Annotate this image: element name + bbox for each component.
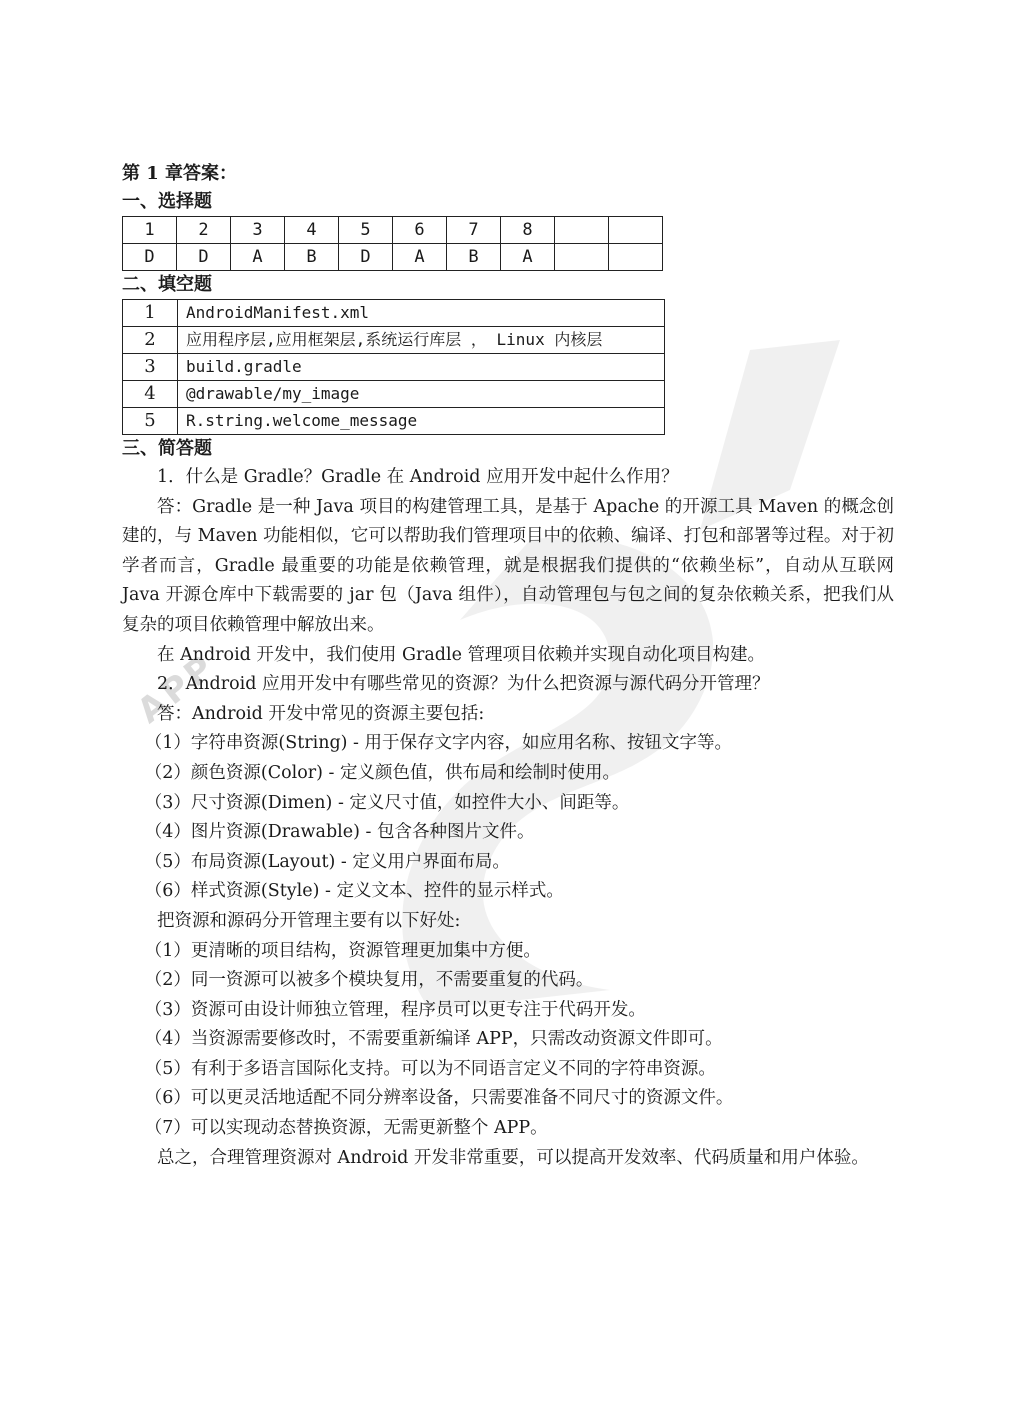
choice-answer-table bbox=[122, 216, 663, 271]
fill-number: 3 bbox=[123, 354, 178, 381]
fill-answer-table bbox=[122, 299, 665, 435]
short-answer-section-title: 三、简答题 bbox=[122, 438, 212, 459]
table-row bbox=[123, 300, 665, 327]
choice-answer bbox=[609, 244, 663, 271]
choice-number: 7 bbox=[447, 217, 501, 244]
choice-number: 2 bbox=[177, 217, 231, 244]
fill-answer: R.string.welcome_message bbox=[178, 408, 665, 435]
list-item: （1）更清晰的项目结构，资源管理更加集中方便。 bbox=[144, 940, 541, 961]
choice-answer: A bbox=[393, 244, 447, 271]
choice-answer bbox=[555, 244, 609, 271]
choice-answer: D bbox=[123, 244, 177, 271]
choice-section-title: 一、选择题 bbox=[122, 191, 212, 212]
fill-number: 1 bbox=[123, 300, 178, 327]
list-item: （2）颜色资源(Color) - 定义颜色值，供布局和绘制时使用。 bbox=[144, 762, 620, 783]
fill-number: 4 bbox=[123, 381, 178, 408]
fill-answer: AndroidManifest.xml bbox=[178, 300, 665, 327]
choice-answer: B bbox=[447, 244, 501, 271]
fill-answer: @drawable/my_image bbox=[178, 381, 665, 408]
table-row bbox=[123, 408, 665, 435]
choice-number-row bbox=[123, 217, 663, 244]
fill-number: 2 bbox=[123, 327, 178, 354]
list-item: （6）样式资源(Style) - 定义文本、控件的显示样式。 bbox=[144, 881, 564, 902]
choice-number: 1 bbox=[123, 217, 177, 244]
table-row bbox=[123, 327, 665, 354]
fill-answer: 应用程序层,应用框架层,系统运行库层 ， Linux 内核层 bbox=[178, 327, 665, 354]
list-item: （5）布局资源(Layout) - 定义用户界面布局。 bbox=[144, 851, 510, 872]
answer-document bbox=[122, 160, 894, 1173]
choice-answer: A bbox=[501, 244, 555, 271]
conclusion-paragraph: 总之，合理管理资源对 Android 开发非常重要，可以提高开发效率、代码质量和用户体验。 bbox=[157, 1147, 869, 1168]
list-item: （3）尺寸资源(Dimen) - 定义尺寸值，如控件大小、间距等。 bbox=[144, 792, 630, 813]
benefits-intro: 把资源和源码分开管理主要有以下好处: bbox=[157, 910, 461, 931]
chapter-title: 第 1 章答案： bbox=[122, 163, 238, 184]
list-item: （6）可以更灵活地适配不同分辨率设备，只需要准备不同尺寸的资源文件。 bbox=[144, 1088, 734, 1109]
list-item: （5）有利于多语言国际化支持。可以为不同语言定义不同的字符串资源。 bbox=[144, 1058, 716, 1079]
question-2: 2．Android 应用开发中有哪些常见的资源？为什么把资源与源代码分开管理？ bbox=[157, 674, 770, 695]
question-1: 1．什么是 Gradle？Gradle 在 Android 应用开发中起什么作用？ bbox=[157, 467, 679, 487]
list-item: （2）同一资源可以被多个模块复用，不需要重复的代码。 bbox=[144, 970, 594, 991]
choice-answer: D bbox=[177, 244, 231, 271]
choice-answer-row bbox=[123, 244, 663, 271]
watermark-text: APP bbox=[130, 645, 225, 732]
choice-answer: A bbox=[231, 244, 285, 271]
fill-number: 5 bbox=[123, 408, 178, 435]
choice-number: 8 bbox=[501, 217, 555, 244]
choice-number: 3 bbox=[231, 217, 285, 244]
choice-answer: B bbox=[285, 244, 339, 271]
fill-section-title: 二、填空题 bbox=[122, 274, 212, 295]
fill-answer: build.gradle bbox=[178, 354, 665, 381]
choice-answer: D bbox=[339, 244, 393, 271]
list-item: （4）当资源需要修改时，不需要重新编译 APP，只需改动资源文件即可。 bbox=[144, 1029, 723, 1050]
choice-number: 6 bbox=[393, 217, 447, 244]
table-row bbox=[123, 354, 665, 381]
choice-number bbox=[555, 217, 609, 244]
list-item: （1）字符串资源(String) - 用于保存文字内容，如应用名称、按钮文字等。 bbox=[144, 733, 733, 754]
answer-1-paragraph: 在 Android 开发中，我们使用 Gradle 管理项目依赖并实现自动化项目构建。 bbox=[157, 644, 765, 665]
list-item: （7）可以实现动态替换资源，无需更新整个 APP。 bbox=[144, 1118, 548, 1139]
choice-number: 4 bbox=[285, 217, 339, 244]
answer-2-intro: 答：Android 开发中常见的资源主要包括: bbox=[157, 703, 485, 724]
choice-number bbox=[609, 217, 663, 244]
answer-1-paragraph: 答：Gradle 是一种 Java 项目的构建管理工具，是基于 Apache 的开源工具 Maven 的概念创建的，与 Maven 功能相似，它可以帮助我们管理项目中的依赖、编译、打包和部署等过程。对于初学者而言，Gradle 最重要的功能是依赖管理，就是根据我们提供的“依赖坐标”，自动从互联网 Java 开源仓库中下载需要的 jar 包（Java 组件），自动管理包与包之间的复杂依赖关系，把我们从复杂的项目依赖管理中解放出来。 bbox=[122, 496, 894, 635]
list-item: （3）资源可由设计师独立管理，程序员可以更专注于代码开发。 bbox=[144, 999, 646, 1020]
choice-number: 5 bbox=[339, 217, 393, 244]
list-item: （4）图片资源(Drawable) - 包含各种图片文件。 bbox=[144, 822, 535, 843]
table-row bbox=[123, 381, 665, 408]
